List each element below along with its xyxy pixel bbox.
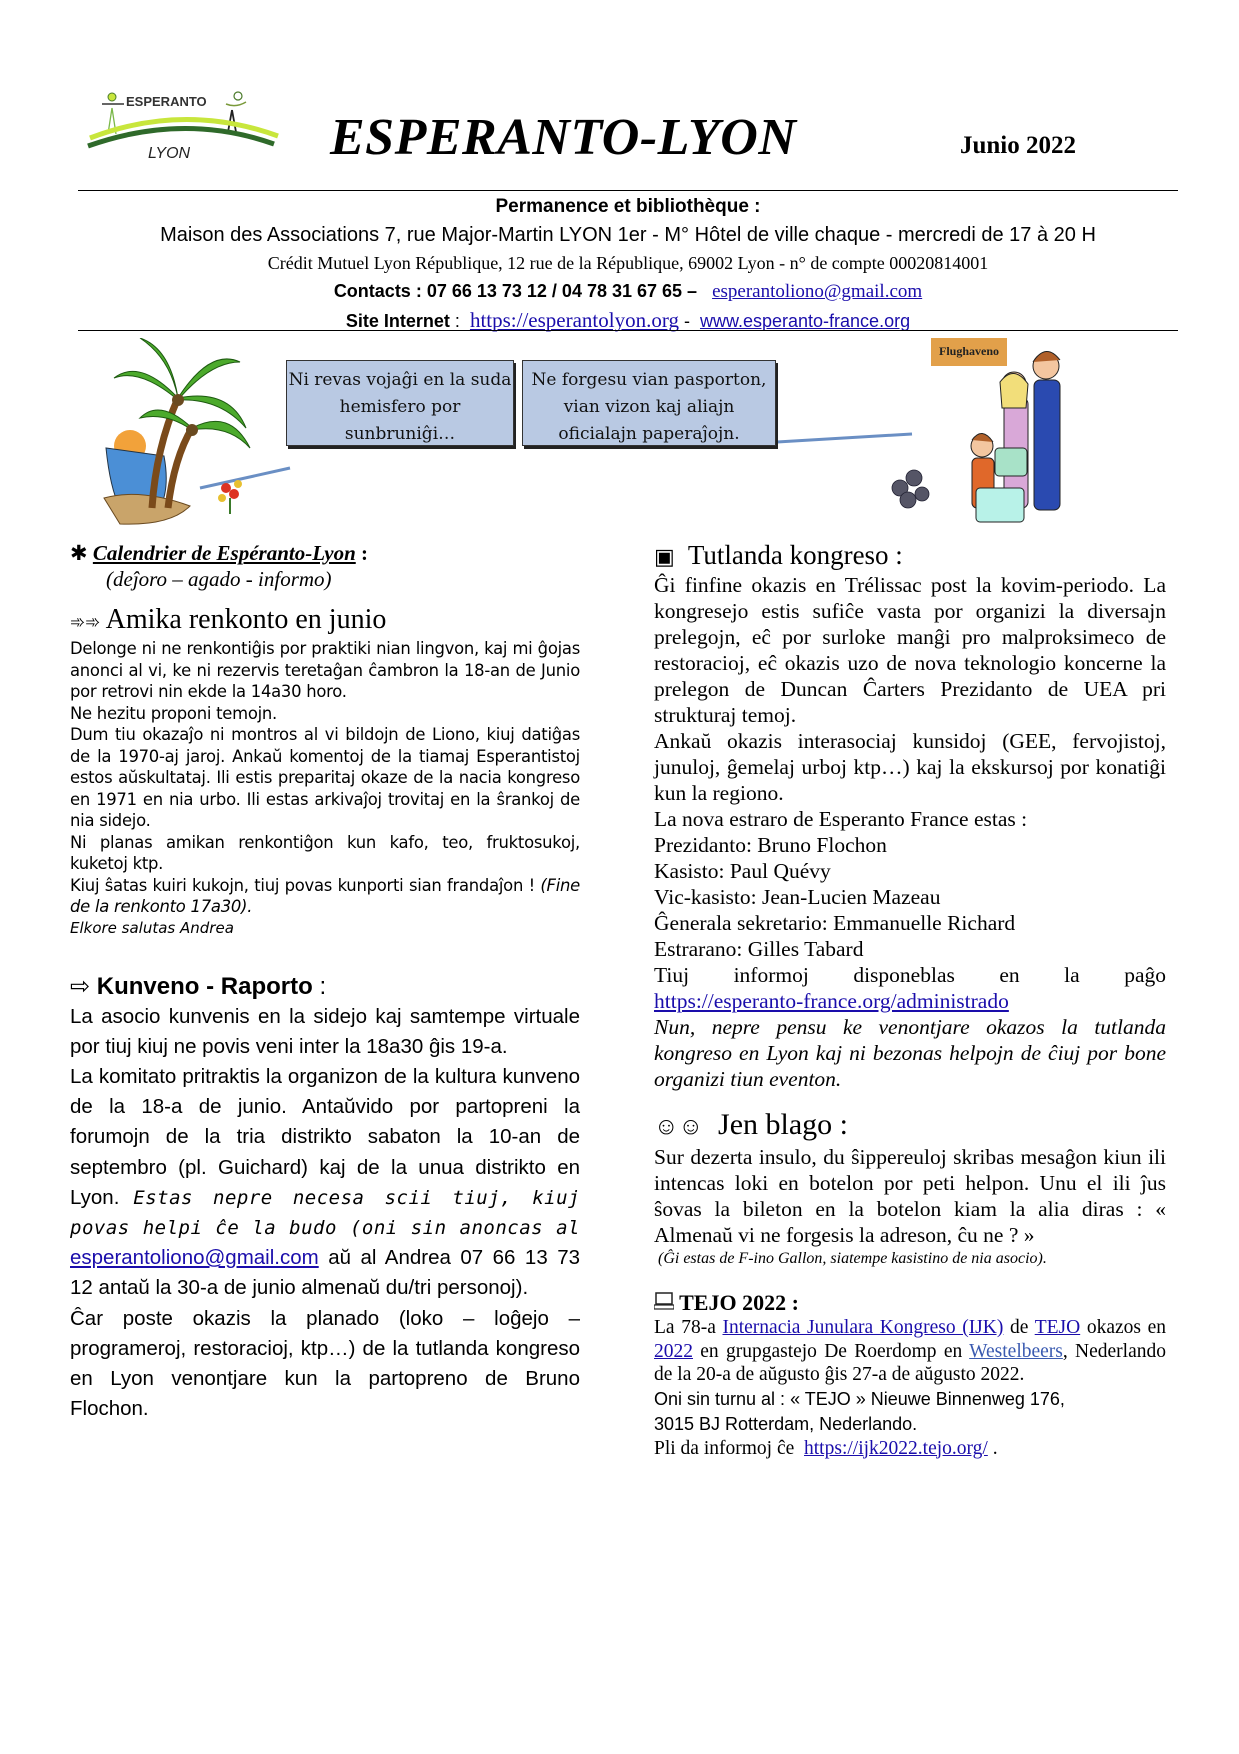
tejo-link[interactable]: TEJO xyxy=(1034,1317,1081,1338)
right-column xyxy=(654,540,1166,1460)
tejo-body xyxy=(654,1316,1166,1387)
contacts-line xyxy=(78,277,1178,306)
calendar-subtitle: (deĵoro – agado - informo) xyxy=(106,567,332,591)
ijk-link[interactable]: Internacia Junulara Kongreso (IJK) xyxy=(722,1317,1004,1338)
double-arrow-icon: ➾➾ xyxy=(70,612,101,632)
smiley-icon: ☺☺ xyxy=(654,1114,704,1140)
right-arrow-icon: ⇨ xyxy=(70,972,91,1000)
joke-text: Sur dezerta insulo, du ŝippereuloj skribas mesaĝon kiun ili intencas loki en botelon por peti helpon. Unu el ili ĵus ŝovas la bileton en la botelon kiam la alia diras : « Almenaŭ vi ne forgesis la adreson, ĉu ne ? » xyxy=(654,1145,1166,1247)
left-column xyxy=(70,540,580,1424)
calendar-heading: ✱ Calendrier de Espéranto-Lyon : xyxy=(70,541,368,565)
board-intro: La nova estraro de Esperanto France estas : xyxy=(654,807,1028,831)
paragraph: Kiuj ŝatas kuiri kukojn, tiuj povas kunporti sian frandaĵon ! (Fine de la renkonto 17a30). xyxy=(70,875,580,916)
tutlanda-body xyxy=(654,572,1166,1092)
blago-heading xyxy=(654,1108,1166,1144)
computer-icon xyxy=(654,1290,674,1316)
paragraph: La komitato pritraktis la organizon de la kultura kunveno de la 18-a de junio. Antaŭvido por partopreni la forumojn de la tria distrikto sabaton la 10-an de septembro (pl. Guichard) kaj de la unua distrikto en Lyon. Estas nepre necesa scii tiuj, kiuj povas helpi ĉe la budo (oni sin anoncas al esperantoliono@gmail.com aŭ al Andrea 07 66 13 73 12 antaŭ la 30-a de junio almenaŭ du/tri personoj). xyxy=(70,1064,580,1300)
paragraph: Ĝi finfine okazis en Trélissac post la kovim-periodo. La kongresejo estis sufiĉe vasta por organizi la diversajn prelegojn, eĉ por surloke manĝi pro malproksimeco de restoracioj, eĉ okazis uzo de nova teknologio koncerne la prelegon de Duncan Ĉarters Prezidanto de UEA pri strukturaj temoj. xyxy=(654,573,1166,727)
address-line: Maison des Associations 7, rue Major-Martin LYON 1er - M° Hôtel de ville chaque - mercredi de 17 à 20 H xyxy=(160,224,1096,246)
amika-heading xyxy=(70,604,580,638)
westelbeers-link[interactable]: Westelbeers xyxy=(969,1340,1063,1362)
esperanto-lyon-logo xyxy=(86,88,282,160)
square-target-icon: ▣ xyxy=(654,544,675,569)
paragraph: La 78-a Internacia Junulara Kongreso (IJK) de TEJO okazos en 2022 en grupgastejo De Roerdomp en Westelbeers, Nederlando de la 20-a de aŭgusto ĝis 27-a de aŭgusto 2022. xyxy=(654,1317,1167,1385)
newsletter-title: ESPERANTO-LYON xyxy=(330,109,797,166)
blago-title: Jen blago : xyxy=(718,1108,848,1141)
paragraph: Ni planas amikan renkontiĝon kun kafo, teo, fruktosukoj, kuketoj ktp. xyxy=(70,832,580,873)
year-link[interactable]: 2022 xyxy=(654,1340,693,1362)
joke-credit: (Ĝi estas de F-ino Gallon, siatempe kasistino de nia asocio). xyxy=(658,1250,1047,1267)
esperantolyon-link[interactable]: https://esperantolyon.org xyxy=(469,308,679,332)
tutlanda-title: Tutlanda kongreso : xyxy=(687,540,903,570)
paragraph: Dum tiu okazaĵo ni montros al vi bildojn de Liono, kiuj datiĝas de la 1970-aj jaroj. Ankaŭ komentoj de la tiamaj Esperantistoj estos aŭskultataj. Ili estis preparitaj okaze de la nacia kongreso en 1971 en nia urbo. Ili estas arkivaĵoj trovitaj en la ŝrankoj de nia sidejo. xyxy=(70,725,580,830)
board-member: Kasisto: Paul Quévy xyxy=(654,859,831,883)
calendar-title: Calendrier de Espéranto-Lyon xyxy=(92,541,356,565)
paragraph: La asocio kunvenis en la sidejo kaj samtempe virtuale por tiuj kiuj ne povis veni inter la 18a30 ĝis 19-a. xyxy=(70,1004,580,1058)
svg-text:LYON: LYON xyxy=(148,145,191,160)
kunveno-email-link[interactable]: esperantoliono@gmail.com xyxy=(70,1246,319,1270)
svg-text:ESPERANTO: ESPERANTO xyxy=(126,94,207,109)
tejo-more-info: Pli da informoj ĉe https://ijk2022.tejo.org/ . xyxy=(654,1437,998,1459)
tejo-title: TEJO 2022 : xyxy=(679,1290,799,1315)
site-label: Site Internet xyxy=(345,311,450,331)
esperanto-france-link[interactable]: www.esperanto-france.org xyxy=(699,311,911,331)
ijk2022-link[interactable]: https://ijk2022.tejo.org/ xyxy=(804,1437,988,1459)
board-member: Vic-kasisto: Jean-Lucien Mazeau xyxy=(654,885,941,909)
kunveno-title: Kunveno - Raporto xyxy=(96,972,313,1000)
contact-email-link[interactable]: esperantoliono@gmail.com xyxy=(712,281,923,302)
paragraph: Delonge ni ne renkontiĝis por praktiki nian lingvon, kaj mi ĝojas anonci al vi, ke ni rezervis teretaĝan ĉambron la 18-an de Junio por retrovi nin ekde la 14a30 horo. xyxy=(70,639,580,701)
contact-info-block xyxy=(78,193,1178,335)
asterisk-icon: ✱ xyxy=(70,541,88,565)
paragraph: Ne hezitu proponi temojn. xyxy=(70,703,278,723)
paragraph: Ankaŭ okazis interasociaj kunsidoj (GEE, fervojistoj, junuloj, ĝemelaj urboj ktp…) kaj la ekskursoj por konatiĝi kun la regiono. xyxy=(654,729,1166,805)
board-member: Prezidanto: Bruno Flochon xyxy=(654,833,887,857)
airport-sign: Flughaveno xyxy=(931,338,1007,366)
tejo-heading xyxy=(654,1290,1166,1316)
board-member: Ĝenerala sekretario: Emmanuelle Richard xyxy=(654,911,1016,935)
closing-note: Nun, nepre pensu ke venontjare okazos la tutlanda kongreso en Lyon kaj ni bezonas helpojn de ĉiuj por bone organizi tiun eventon. xyxy=(654,1015,1166,1091)
issue-date: Junio 2022 xyxy=(960,132,1077,159)
info-divider xyxy=(78,330,1178,331)
amika-signoff: Elkore salutas Andrea xyxy=(70,918,234,937)
blago-body xyxy=(654,1144,1166,1248)
tutlanda-heading xyxy=(654,540,1166,572)
kunveno-heading: ⇨ Kunveno - Raporto : xyxy=(70,972,327,1000)
administrado-link[interactable]: https://esperanto-france.org/administrado xyxy=(654,989,1009,1013)
paragraph: Ĉar poste okazis la planado (loko – loĝejo – programeroj, restoracioj, ktp…) de la tutlanda kongreso en Lyon venontjare kun la partopreno de Bruno Flochon. xyxy=(70,1306,580,1421)
tejo-address-1: Oni sin turnu al : « TEJO » Nieuwe Binnenweg 176, xyxy=(654,1388,1065,1409)
website-line: Site Internet : https://esperantolyon.org - www.esperanto-france.org xyxy=(345,308,911,332)
header-divider xyxy=(78,190,1178,191)
amika-title: Amika renkonto en junio xyxy=(105,604,387,635)
travel-illustration xyxy=(100,338,1100,538)
board-member: Estrarano: Gilles Tabard xyxy=(654,937,864,961)
tejo-address-2: 3015 BJ Rotterdam, Nederlando. xyxy=(654,1413,918,1434)
permanence-heading: Permanence et bibliothèque : xyxy=(495,196,761,217)
kunveno-body xyxy=(70,1002,580,1425)
bank-line: Crédit Mutuel Lyon République, 12 rue de la République, 69002 Lyon - n° de compte 00020814001 xyxy=(267,253,989,273)
speech-bubble-travel: Ni revas vojaĝi en la suda hemisfero por sunbruniĝi… xyxy=(286,360,514,446)
amika-body xyxy=(70,638,580,918)
speech-bubble-passport: Ne forgesu vian pasporton, vian vizon kaj aliajn oficialajn paperaĵojn. xyxy=(522,360,776,446)
contacts-label: Contacts : 07 66 13 73 12 / 04 78 31 67 65 – xyxy=(333,281,698,301)
paragraph: Tiuj informoj disponeblas en la paĝo xyxy=(654,963,1166,987)
